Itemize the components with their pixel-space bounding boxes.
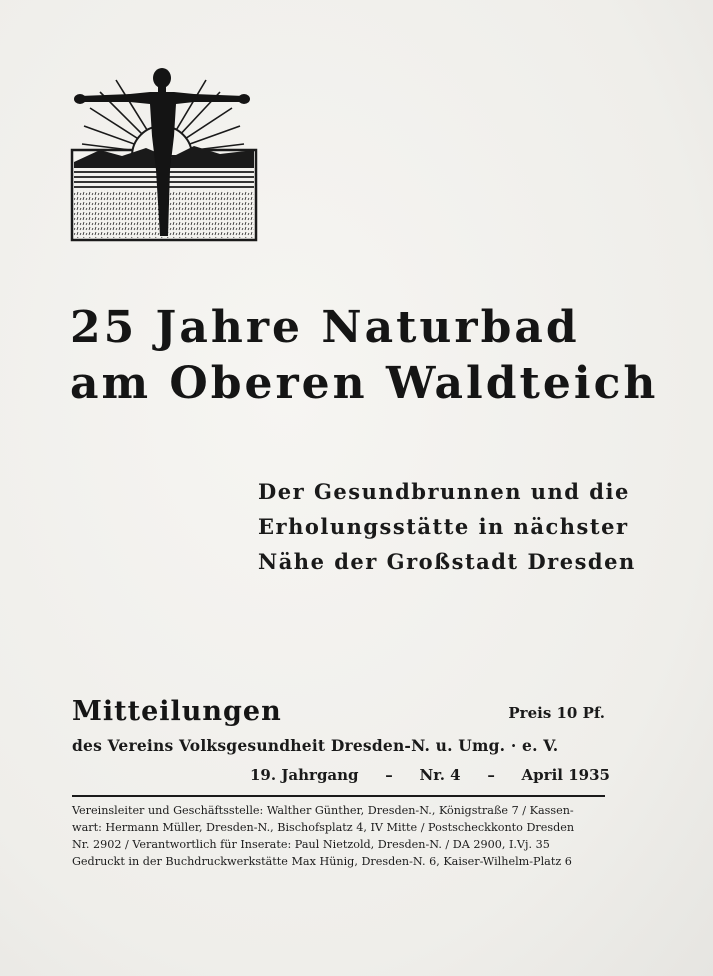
issue-year: 19. Jahrgang [250,766,359,784]
subtitle-line: Nähe der Großstadt Dresden [258,549,636,574]
divider [72,795,605,797]
title-line: 25 Jahre Naturbad [70,302,580,353]
subtitle [258,474,636,579]
imprint-line: Gedruckt in der Buchdruckwerkstätte Max Hünig, Dresden-N. 6, Kaiser-Wilhelm-Platz 6 [72,855,572,868]
price-label: Preis 10 Pf. [508,704,605,722]
imprint-line: Vereinsleiter und Geschäftsstelle: Walther Günther, Dresden-N., Königstraße 7 / Kassen- [72,804,574,817]
subtitle-line: Der Gesundbrunnen und die [258,479,630,504]
subtitle-line: Erholungsstätte in nächster [258,514,629,539]
imprint [72,802,612,870]
imprint-line: Nr. 2902 / Verantwortlich für Inserate: Paul Nietzold, Dresden-N. / DA 2900, I.Vj. 35 [72,838,550,851]
issue-date: April 1935 [521,766,610,784]
sunrise-figure-over-lake-woodcut-icon [70,66,258,242]
issue-separator: – [487,766,495,784]
masthead-name: Mitteilungen [72,696,282,727]
association-line: des Vereins Volksgesundheit Dresden-N. u. Umg. · e. V. [72,736,559,755]
imprint-line: wart: Hermann Müller, Dresden-N., Bischofsplatz 4, IV Mitte / Postscheckkonto Dresden [72,821,575,834]
issue-number: Nr. 4 [419,766,461,784]
title-line: am Oberen Waldteich [70,358,659,409]
page-title [70,300,659,412]
issue-separator: – [385,766,393,784]
issue-line [250,766,610,784]
